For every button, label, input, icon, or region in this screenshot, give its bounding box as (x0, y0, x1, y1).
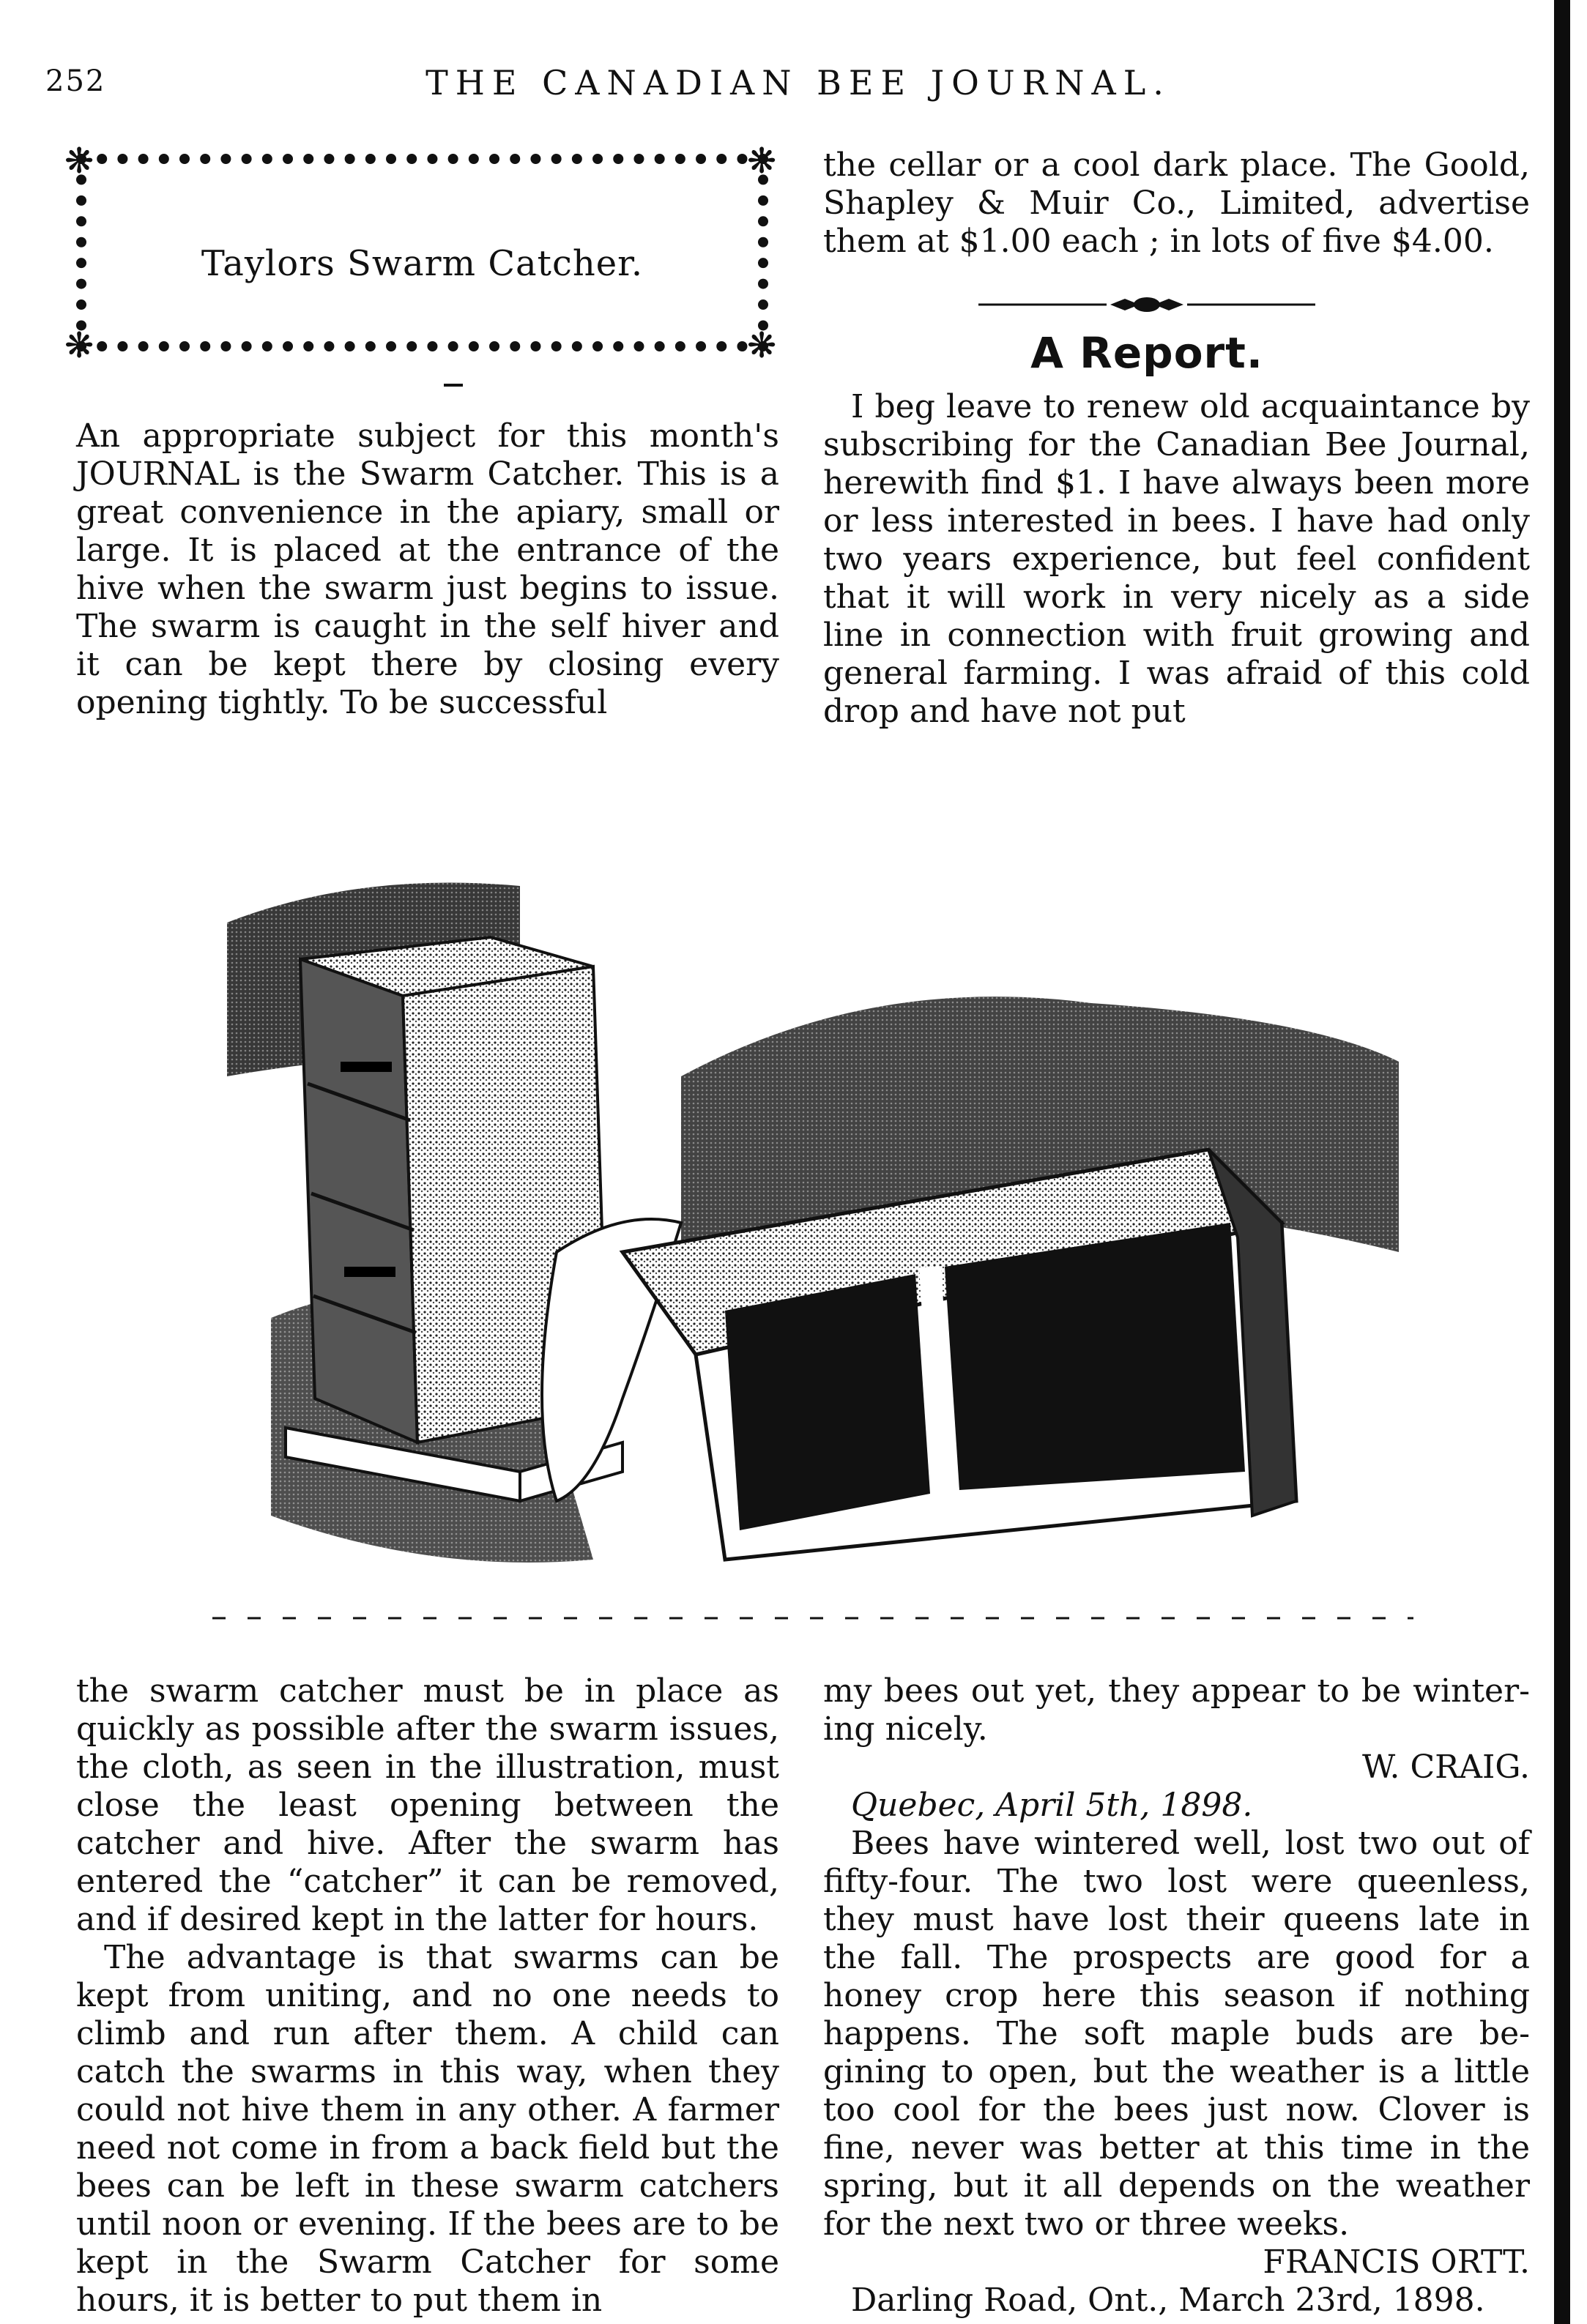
text-line: fine, never was better at this time in the (823, 2129, 1530, 2167)
text-line: a great convenience in the apiary, small (76, 455, 779, 531)
page-number: 252 (45, 64, 106, 98)
page-header (0, 0, 1587, 117)
report-paragraph-end (823, 1672, 1530, 1748)
text-line: the hive when the swarm just begins to (76, 532, 779, 607)
signature-ortt: FRANCIS ORTT. (1263, 2243, 1530, 2281)
text-line: kept from uniting, and no one needs to (76, 1977, 779, 2014)
text-line: spring, but it all depends on the weather (823, 2167, 1530, 2205)
text-line: quickly as possible after the swarm issues, (76, 1710, 779, 1748)
text-line: An appropriate subject for this month's (76, 417, 779, 455)
page-edge-rule (1554, 0, 1570, 2324)
text-line: issue. The swarm is caught in the self (76, 570, 779, 645)
text-line: every opening tightly. To be successful (76, 646, 779, 721)
journal-title: THE CANADIAN BEE JOURNAL. (425, 63, 1171, 103)
left-column-top (76, 417, 779, 722)
text-line: my bees out yet, they appear to be winter- (823, 1672, 1530, 1710)
ornament-icon: ❋ (747, 141, 777, 182)
ornament-icon: ❋ (747, 325, 777, 366)
swarm-catcher-illustration (212, 842, 1413, 1633)
article-intro-paragraph (76, 417, 779, 722)
text-line: been more or less interested in bees. I (823, 464, 1530, 540)
article-title: Taylors Swarm Catcher. (201, 243, 644, 284)
ornamental-title-box (76, 154, 768, 351)
report-column (823, 388, 1530, 731)
text-line: ing nicely. (823, 1710, 988, 1748)
report-title: A Report. (1030, 328, 1263, 378)
text-line: catch the swarms in this way, when they (76, 2053, 779, 2090)
right-column-top (823, 146, 1530, 261)
article-paragraph-1 (76, 1672, 779, 1939)
text-line: for some hours, it is better to put them in (76, 2243, 779, 2319)
text-line: the cloth, as seen in the illustration, must (76, 1748, 779, 1786)
text-line: feel confident that it will work in very (823, 540, 1530, 616)
continuation-paragraph (823, 146, 1530, 261)
text-line: the swarm catcher must be in place as (76, 1672, 779, 1710)
text-line: I beg leave to renew old acquaintance (851, 388, 1480, 425)
text-line: but the bees can be left in these swarm (76, 2129, 779, 2205)
text-line: gining to open, but the weather is a little (823, 2053, 1530, 2090)
ornament-icon: ❋ (64, 325, 94, 366)
dateline-darling-road: Darling Road, Ont., March 23rd, 1898. (851, 2282, 1485, 2319)
text-line: they must have lost their queens late in (823, 1901, 1530, 1938)
dateline-quebec: Quebec, April 5th, 1898. (851, 1787, 1253, 1824)
text-line: by subscribing for the Canadian Bee (823, 388, 1530, 463)
text-line: have had only two years experience, but (823, 502, 1530, 578)
left-column-bottom (76, 1672, 779, 2320)
text-line: five $4.00. (1322, 223, 1494, 260)
text-line: bees are to be kept in the Swarm Catcher (76, 2205, 779, 2281)
text-line: honey crop here this season if nothing (823, 1977, 1530, 2014)
text-line: the cellar or a cool dark place. The (823, 146, 1412, 184)
text-line: could not hive them in any other. A (76, 2091, 657, 2129)
signature-craig: W. CRAIG. (1361, 1748, 1530, 1786)
right-column-bottom (823, 1672, 1530, 2320)
article-paragraph-2 (76, 1939, 779, 2320)
text-line: Bees have wintered well, lost two out of (851, 1825, 1530, 1862)
text-line: The advantage is that swarms can be (104, 1939, 779, 1976)
text-line: afraid of this cold drop and have not put (823, 655, 1530, 730)
text-line: happens. The soft maple buds are be- (823, 2015, 1530, 2052)
text-line: catcher and hive. After the swarm has (76, 1825, 779, 1862)
text-line: too cool for the bees just now. Clover is (823, 2091, 1530, 2129)
text-line: hiver and it can be kept there by closing (76, 608, 779, 683)
text-line: close the least opening between the (76, 1787, 779, 1824)
text-line: and if desired kept in the latter for hours. (76, 1901, 759, 1938)
text-line: entered the “catcher” it can be removed, (76, 1863, 779, 1900)
text-line: or large. It is placed at the entrance of (76, 494, 779, 569)
text-line: advertise them at $1.00 each ; in lots of (823, 185, 1530, 260)
text-line: Goold, Shapley & Muir Co., Limited, (823, 146, 1530, 222)
text-line: nicely as a side line in connection with (823, 578, 1530, 654)
text-line: fifty-four. The two lost were queenless, (823, 1863, 1530, 1900)
text-line: climb and run after them. A child can (76, 2015, 779, 2052)
text-line: the fall. The prospects are good for a (823, 1939, 1530, 1976)
report-paragraph (823, 388, 1530, 731)
text-line: catchers until noon or evening. If the (76, 2167, 779, 2243)
text-line: JOURNAL is the Swarm Catcher. This is (76, 455, 747, 493)
text-line: fruit growing and general farming. I was (823, 617, 1531, 692)
text-line: farmer need not come in from a back field (76, 2091, 779, 2167)
short-rule (444, 384, 463, 387)
ornament-icon: ❋ (64, 141, 94, 182)
text-line: Journal, herewith find $1. I have always (823, 426, 1530, 502)
text-line: for the next two or three weeks. (823, 2205, 1350, 2243)
letter-paragraph (823, 1825, 1530, 2243)
ornamental-divider (978, 296, 1315, 313)
